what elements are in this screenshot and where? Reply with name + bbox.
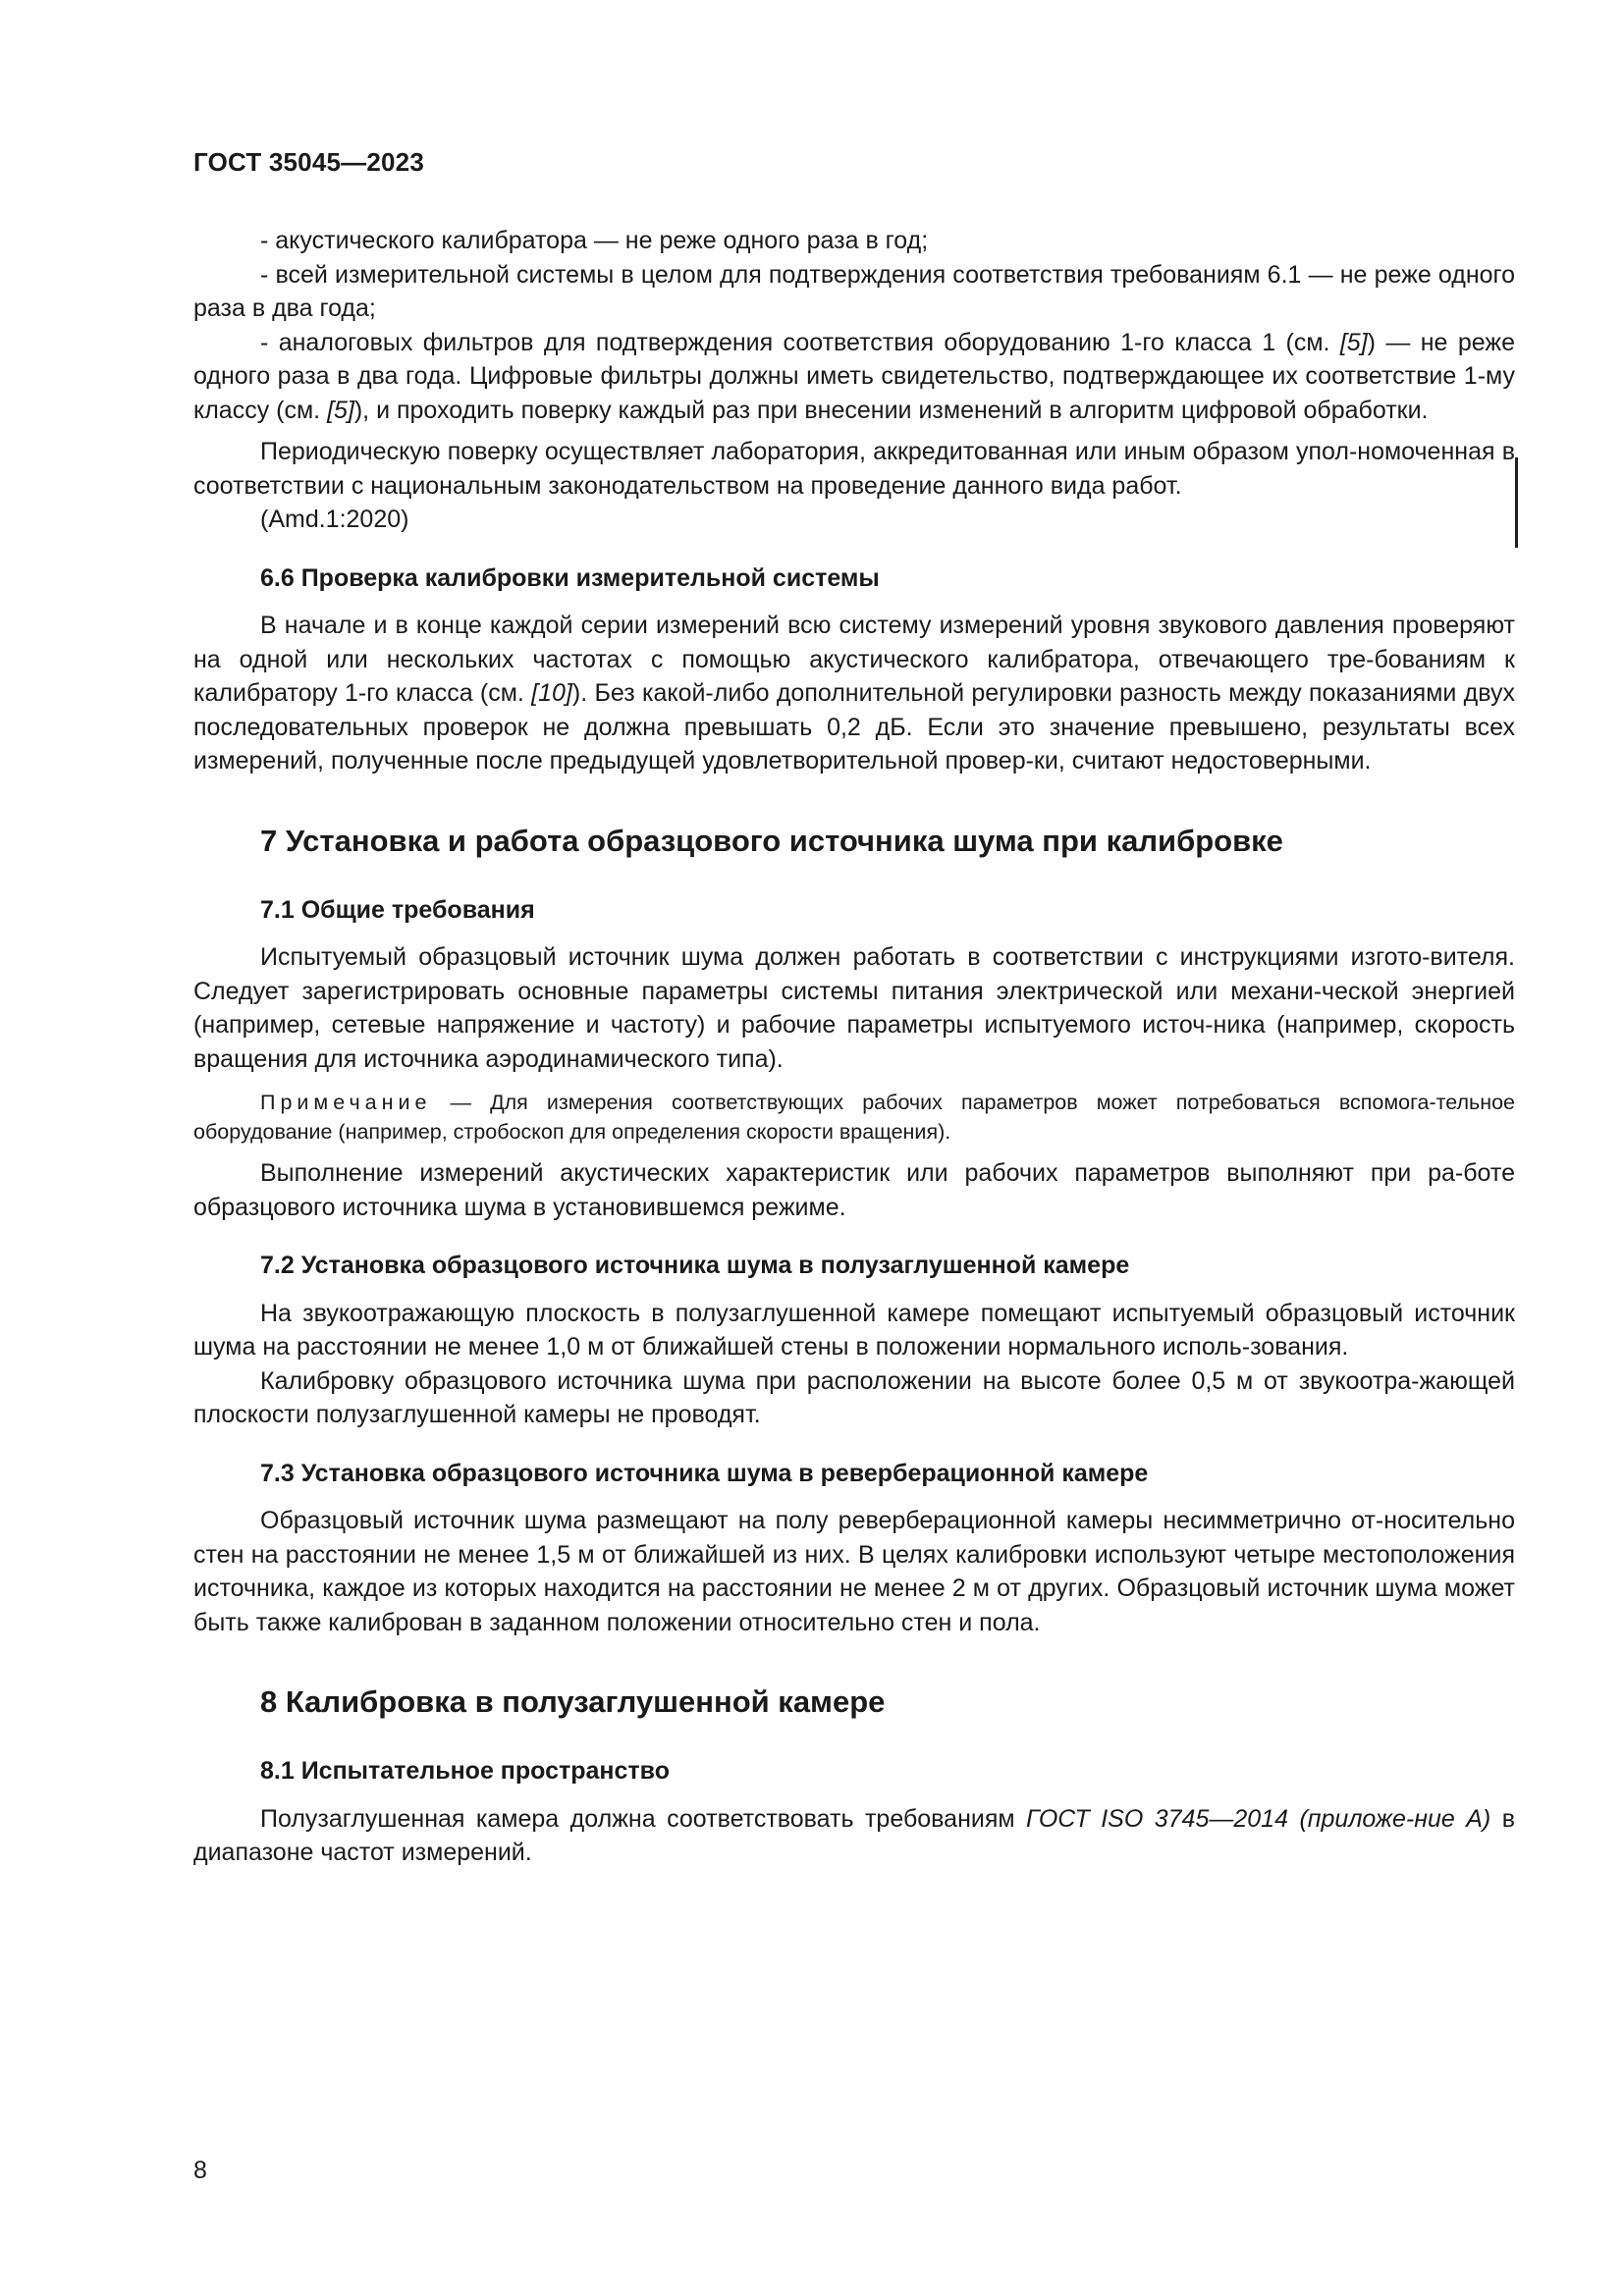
standard-reference: ГОСТ ISO 3745—2014 (приложе-ние А) [1026,1804,1491,1833]
list-item-text: - аналоговых фильтров для подтверждения соответствия оборудованию 1-го класса 1 (см. [260,328,1340,356]
periodic-verification-paragraph: Периодическую поверку осуществляет лаборатория, аккредитованная или иным образом упол-номоченная в соответствии с национальным законодательством на проведение данного вида работ. [193,438,1515,500]
section-6-6-paragraph [193,609,1515,778]
amendment-note: (Amd.1:2020) [260,506,409,533]
section-7-3-paragraph: Образцовый источник шума размещают на полу реверберационной камеры несимметрично от-носительно стен на расстоянии не менее 1,5 м от ближайшей из них. В целях калибровки используют четыре местоположения источника, каждое из которых находится на расстоянии не менее 2 м от других. Образцовый источник шума может быть также калиброван в заданном положении относительно стен и пола. [193,1507,1515,1636]
list-item [193,224,1515,258]
list-item-text: - акустического калибратора — не реже одного раза в год; [260,227,929,254]
section-6-6-heading: 6.6 Проверка калибровки измерительной системы [260,563,880,592]
list-item-text: ), и проходить поверку каждый раз при внесении изменений в алгоритм цифровой обработки. [353,396,1429,424]
list-item-text: ) — не реже одного раза в два года. Цифровые фильтры должны иметь свидетельство, подтверждающее их соответствие 1-му классу (см. [193,328,1515,424]
section-8-1-paragraph [193,1802,1515,1870]
list-item-text: - всей измерительной системы в целом для подтверждения соответствия требованиям 6.1 — не реже одного раза в два года; [193,260,1515,322]
paragraph-text: ). Без какой-либо дополнительной регулировки разность между показаниями двух последовательных проверок не должна превышать 0,2 дБ. Если это значение превышено, результаты всех измерений, полученные после предыдущей удовлетворительной провер-ки, считают недостоверными. [193,679,1515,774]
paragraph-text: в диапазоне частот измерений. [193,1804,1515,1866]
note-label: Примечание [260,1091,432,1114]
section-7-3-heading: 7.3 Установка образцового источника шума в реверберационной камере [260,1459,1149,1487]
section-7-1-paragraph: Выполнение измерений акустических характеристик или рабочих параметров выполняют при ра-боте образцового источника шума в установившемся режиме. [193,1159,1515,1221]
note-text: — Для измерения соответствующих рабочих параметров может потребоваться вспомога-тельное оборудование (например, стробоскоп для определения скорости вращения). [193,1091,1515,1144]
paragraph-text: Полузаглушенная камера должна соответствовать требованиям [260,1804,1027,1833]
section-8-1-heading: 8.1 Испытательное пространство [260,1757,670,1785]
reference-link: [5] [327,396,354,424]
list-item [193,258,1515,326]
section-7-1-paragraph: Испытуемый образцовый источник шума должен работать в соответствии с инструкциями изгото-вителя. Следует зарегистрировать основные параметры системы питания электрической или механи-ческой энергией (например, сетевые напряжение и частоту) и рабочие параметры испытуемого источ-ника (например, скорость вращения для источника аэродинамического типа). [193,943,1515,1073]
list-item [193,326,1515,428]
section-7-heading: 7 Установка и работа образцового источника шума при калибровке [260,823,1283,858]
reference-link: [5] [1339,328,1368,356]
reference-link: [10] [531,679,572,707]
section-8-heading: 8 Калибровка в полузаглушенной камере [260,1684,886,1719]
section-7-2-heading: 7.2 Установка образцового источника шума в полузаглушенной камере [260,1252,1130,1279]
document-header: ГОСТ 35045—2023 [193,147,424,177]
paragraph-text: В начале и в конце каждой серии измерений всю систему измерений уровня звукового давления проверяют на одной или нескольких частотах с помощью акустического калибратора, отвечающего тре-бованиям к калибратору 1-го класса (см. [193,612,1515,707]
section-7-1-heading: 7.1 Общие требования [260,895,535,924]
page-number: 8 [193,2157,207,2184]
document-body [193,224,1515,1870]
note [193,1088,1515,1147]
section-7-2-paragraph: Калибровку образцового источника шума при расположении на высоте более 0,5 м от звукоотра-жающей плоскости полузаглушенной камеры не проводят. [193,1366,1515,1428]
section-7-2-paragraph: На звукоотражающую плоскость в полузаглушенной камере помещают испытуемый образцовый источник шума на расстоянии не менее 1,0 м от ближайшей стены в положении нормального исполь-зования. [193,1299,1515,1361]
amendment-change-bar [1515,457,1518,548]
